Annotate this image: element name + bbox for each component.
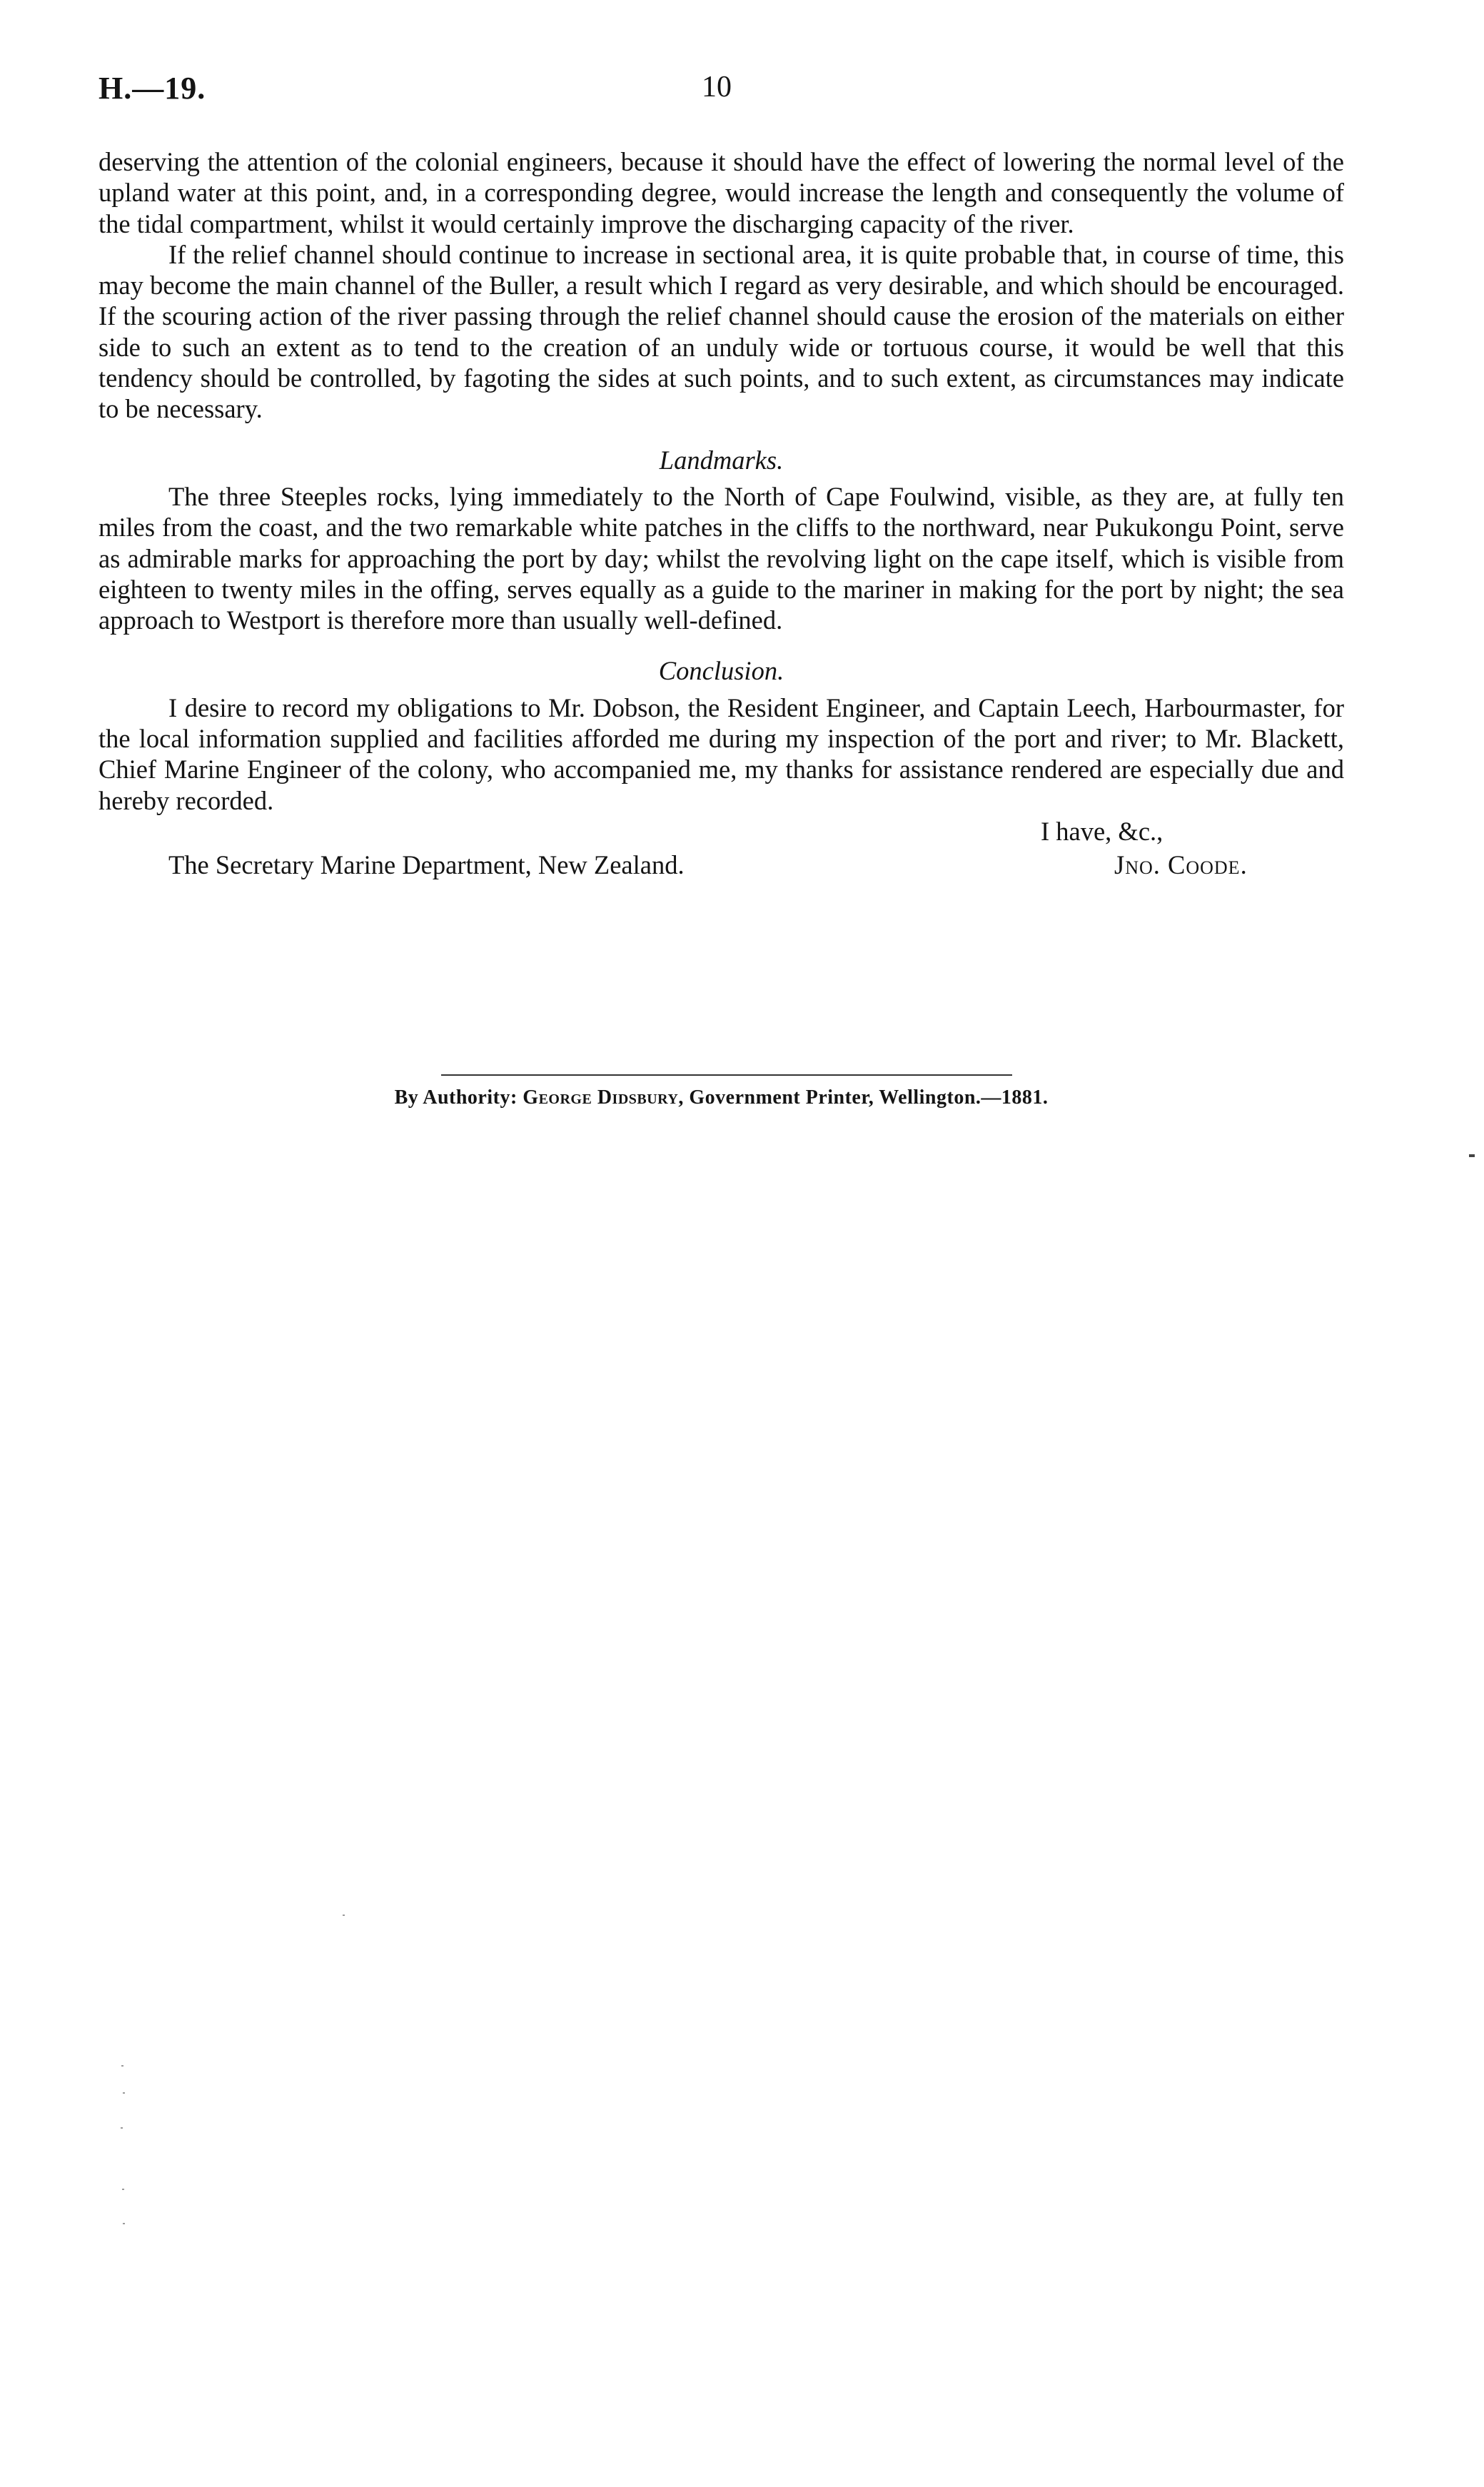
scan-speck — [121, 2127, 123, 2129]
closing-salutation: I have, &c., — [1041, 816, 1164, 846]
printer-name: George Didsbury, — [523, 1086, 684, 1109]
closing-block — [99, 816, 1344, 847]
heading-conclusion: Conclusion. — [658, 656, 784, 686]
page-header — [99, 70, 1344, 113]
body-text — [99, 146, 1344, 887]
signature: Jno. Coode. — [1114, 849, 1248, 879]
addressee: The Secretary Marine Department, New Zealand. — [168, 849, 685, 879]
paragraph-continuation: deserving the attention of the colonial engineers, because it should have the effect of lowering the normal level of the upland water at this point, and, in a corresponding degree, would increase the length and consequently the volume of the tidal compartment, whilst it would certainly improve the discharging capacity of the river. — [99, 147, 1344, 238]
scan-speck — [123, 2092, 125, 2094]
heading-landmarks: Landmarks. — [659, 445, 784, 475]
address-row — [99, 847, 1344, 887]
paragraph-landmarks: The three Steeples rocks, lying immediately to the North of Cape Foulwind, visible, as they are, at fully ten miles from the coast, and the two remarkable white patches in the cliffs to the northward, near Pukukongu Point, serve as admirable marks for approaching the port by day; whilst the revolving light on the cape itself, which is visible from eighteen to twenty miles in the offing, serves equally as a guide to the mariner in making for the port by night; the sea approach to Westport is therefore more than usually well-defined. — [99, 481, 1344, 635]
scan-speck — [121, 2065, 123, 2067]
scan-speck — [123, 2223, 125, 2224]
page-number: 10 — [702, 71, 732, 104]
authority-label: By Authority: — [394, 1086, 518, 1109]
printer-imprint — [99, 1086, 1344, 1109]
paragraph-relief-channel: If the relief channel should continue to increase in sectional area, it is quite probable that, in course of time, this may become the main channel of the Buller, a result which I regard as very desirable, and which should be encouraged. If the scouring action of the river passing through the relief channel should cause the erosion of the materials on either side to such an extent as to tend to the creation of an unduly wide or tortuous course, it would be well that this tendency should be controlled, by fagoting the sides at such points, and to such extent, as circumstances may indicate to be necessary. — [99, 239, 1344, 424]
document-reference: H.—19. — [99, 71, 206, 106]
footer-rule — [441, 1074, 1012, 1076]
paragraph-conclusion: I desire to record my obligations to Mr. Dobson, the Resident Engineer, and Captain Leech, Harbourmaster, for the local information supplied and facilities afforded me during my inspection of the port and river; to Mr. Blackett, Chief Marine Engineer of the colony, who accompanied me, my thanks for assistance rendered are especially due and hereby recorded. — [99, 692, 1344, 815]
scan-speck — [122, 2189, 124, 2190]
scan-speck — [1469, 1154, 1475, 1157]
printer-details: Government Printer, Wellington.—1881. — [689, 1086, 1049, 1109]
scan-speck — [343, 1915, 345, 1916]
